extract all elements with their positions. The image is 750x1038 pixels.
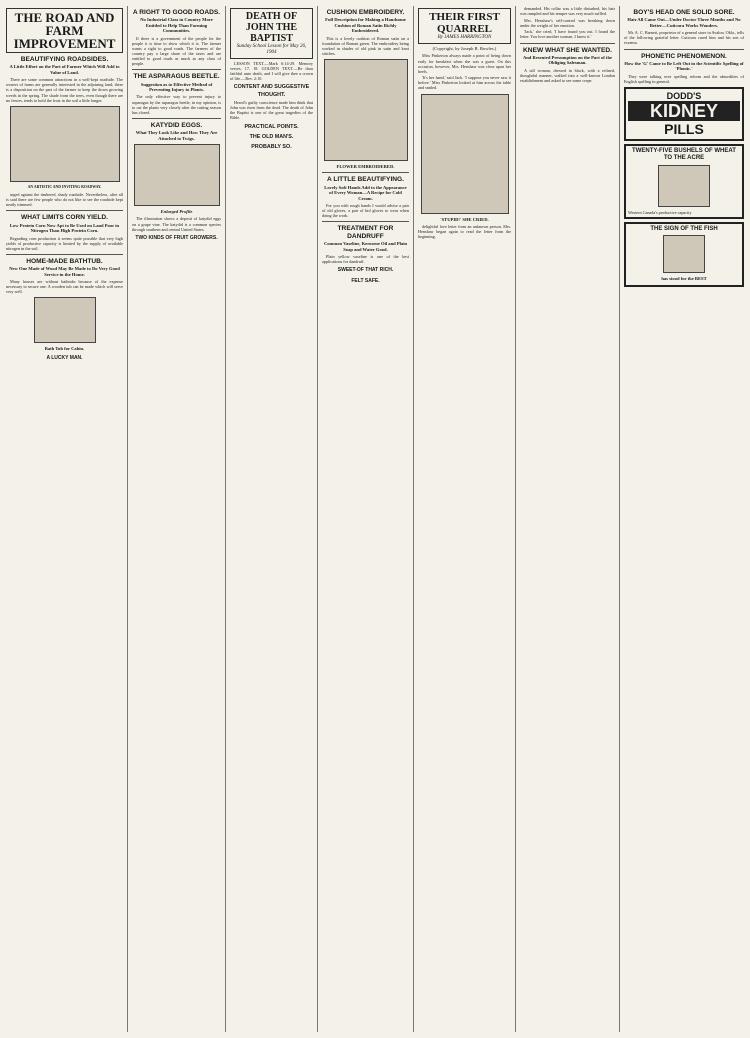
ad-line: DODD'S (666, 90, 702, 101)
deck-phonetic: How the 'G' Came to Be Left Out in the Scientific Spelling of 'Phonic.' (624, 60, 744, 72)
paragraph: LESSON TEXT.—Mark 6:14-29. Memory verses, 17, 18. GOLDEN TEXT.—Be thou faithful unto death, and I will give thee a crown of life.—Rev. 2:10. (230, 61, 313, 82)
ad-line: KIDNEY (628, 101, 740, 121)
headline-fruit-growers: TWO KINDS OF FRUIT GROWERS. (135, 234, 218, 241)
headline-cushion-embroidery: CUSHION EMBROIDERY. (326, 9, 405, 16)
divider (520, 43, 615, 44)
cushion-caption: FLOWER EMBROIDERED. (336, 164, 395, 169)
article-body (6, 77, 123, 102)
katydid-illustration (134, 144, 220, 206)
headline-felt-safe: FELT SAFE. (351, 277, 380, 284)
headline-beautifying: A LITTLE BEAUTIFYING. (326, 176, 405, 184)
ad-body: Western Canada's productive capacity (628, 209, 692, 215)
article-body (624, 30, 744, 45)
divider (132, 69, 221, 70)
deck-katydid: What They Look Like and How They Are Attached to Twigs. (135, 130, 218, 141)
lesson-subtitle: Sunday School Lesson for May 26, 1904 (236, 44, 307, 55)
paragraph: Miss Pinkerton always made a point of being down early for breakfast when she was a guest. On this occasion, however, Mrs. Henshaw was close upon her heels. (418, 53, 511, 74)
paragraph: There are some common attractions in a well-kept roadside. The owners of farms are generally interested in the adjoining land; there is a disposition on the part of the farmer to keep the down growing weeds in the spring. The shade from the trees, even though there are no fences, tends to hold the frost in the soil a little longer. (6, 77, 123, 103)
paragraph: Many houses are without bathtubs because of the expense necessary to secure one. A wooden tub can be made which will serve very well. (6, 279, 123, 295)
headline-beautifying-roadsides: BEAUTIFYING ROADSIDES. (20, 56, 109, 63)
article-body (6, 236, 123, 251)
paragraph: They were talking over spelling reform and the absurdities of English spelling in general. (624, 73, 744, 84)
dodds-kidney-pills-ad (624, 87, 744, 141)
headline-practical-points: PRACTICAL POINTS. (244, 123, 299, 130)
divider (6, 254, 123, 255)
roadway-illustration (10, 106, 120, 182)
wheat-illustration (658, 165, 710, 207)
deck-dandruff: Common Vaseline, Kerosene Oil and Plain Soap and Water Good. (323, 241, 408, 252)
article-body (520, 68, 615, 83)
headline-lucky-man: A LUCKY MAN. (46, 354, 83, 361)
story-body (418, 53, 511, 90)
paragraph: 'Jack,' she cried, 'I have found you out. I found the letter. You love another woman. I know it.' (520, 29, 615, 40)
article-body (230, 100, 313, 120)
headline-good-roads: A RIGHT TO GOOD ROADS. (132, 9, 221, 16)
deck-knew-what: And Resented Presumption on the Part of the Obliging Salesman. (522, 54, 613, 66)
paragraph: Mrs. Henshaw's self-control was breaking down under the weight of her emotion. (520, 17, 615, 28)
paragraph: urged against the timbered, shady roadside. Nevertheless, after all is said there are few people who do not like to see the roadside kept neatly trimmed. (6, 192, 123, 208)
cushion-illustration (324, 59, 408, 161)
roadway-caption: AN ARTISTIC AND INVITING ROADWAY. (27, 184, 102, 189)
headline-katydid: KATYDID EGGS. (150, 121, 203, 129)
paragraph: demanded. His collar was a little disturbed, his hair was rumpled and his temper was very much ruffled. (520, 6, 615, 17)
lesson-title: DEATH OF JOHN THE BAPTIST (245, 11, 298, 44)
article-body (322, 254, 409, 264)
headline-probably-so: PROBABLY SO. (251, 144, 292, 151)
article-body (132, 216, 221, 231)
bathtub-caption: Bath Tub for Cabin. (44, 346, 85, 352)
column-6 (516, 6, 620, 1032)
story-continued (520, 6, 615, 40)
article-body (6, 192, 123, 207)
story-illustration-caption: 'STUPID!' SHE CRIED. (440, 216, 489, 222)
divider (132, 118, 221, 119)
column-5 (414, 6, 516, 1032)
headline-boys-head: BOY'S HEAD ONE SOLID SORE. (633, 9, 735, 16)
article-body (6, 279, 123, 294)
wheat-acre-ad (624, 144, 744, 219)
column-7 (620, 6, 748, 1032)
paragraph: Regarding corn production it seems quite possible that very high yields of productive capacity is limited by the supply of available nitrogen in the soil. (6, 235, 123, 251)
deck-good-roads: No Industrial Class in Country More Entitled to Help Than Farming Communities. (140, 17, 213, 34)
story-byline: By JAMES HARRINGTON (437, 35, 492, 40)
deck-asparagus-beetle: Suggestion as to Effective Method of Preventing Injury to Plants. (140, 81, 213, 92)
deck-bathtub: New One Made of Wood May Be Made to Do Very Good Service in the Home. (9, 266, 120, 277)
headline-phonetic: PHONETIC PHENOMENON. (641, 52, 727, 60)
fish-sign-ad (624, 222, 744, 287)
headline-knew-what: KNEW WHAT SHE WANTED. (523, 46, 612, 54)
divider (322, 172, 409, 173)
katydid-caption: Enlarged Profile (160, 209, 193, 214)
divider (624, 49, 744, 50)
headline-corn-yield: WHAT LIMITS CORN YIELD. (21, 214, 108, 222)
headline-asparagus-beetle: THE ASPARAGUS BEETLE. (133, 73, 220, 81)
paragraph: 'It's her hand,' said Jack. 'I suppose you never saw it before.' Miss Pinkerton looked at him across the table and smiled. (418, 75, 511, 91)
bathtub-illustration (34, 297, 96, 343)
story-title-box (418, 8, 511, 44)
headline-suggestive-thought: CONTENT AND SUGGESTIVE THOUGHT. (233, 84, 310, 98)
story-illustration (421, 94, 509, 214)
deck-boys-head: Hair All Came Out—Under Doctor Three Months and No Better—Cuticura Works Wonders. (627, 17, 741, 28)
paragraph: This is a lovely cushion of Roman satin on a foundation of Roman green. The embroidery being worked in shades of old pink in satin and knot stitches. (322, 35, 409, 56)
paragraph: If there is a government of the people for the people it is time to show which it is. The farmer wants a right to good roads. The farmers of the country pay a large share of the taxes and are entitled to good roads as much as any class of people. (132, 35, 221, 67)
article-body (132, 94, 221, 114)
headline-bathtub: HOME-MADE BATHTUB. (26, 257, 103, 265)
divider (322, 221, 409, 222)
headline-dandruff: TREATMENT FOR DANDRUFF (337, 225, 394, 240)
column-1 (2, 6, 128, 1032)
ad-headline: TWENTY-FIVE BUSHELS OF WHEAT TO THE ACRE (632, 147, 736, 161)
road-farm-banner (6, 8, 123, 53)
deck-cushion-embroidery: Full Description for Making a Handsome Cushion of Roman Satin Richly Embroidered. (325, 17, 406, 34)
ad-line: PILLS (664, 120, 704, 137)
paragraph: For you with rough hands I would advise a pair of old gloves, a pair of kid gloves to wear when doing the work. (322, 203, 409, 219)
paragraph: The only effective way to prevent injury to asparagus by the asparagus beetle, in my opinion, is to cut the plants very closely after the cutting season has closed. (132, 94, 221, 115)
deck-corn-yield: Low Protein Corn Now Apt to Be Used on Land Poor in Nitrogen Than High Protein Corn. (9, 222, 120, 234)
paragraph: Plain yellow vaseline is one of the best applications for dandruff. (322, 253, 409, 265)
deck-beautifying-roadsides: A Little Effort on the Part of Farmer Which Will Add to Value of Land. (9, 64, 120, 75)
article-body (624, 74, 744, 84)
article-body (322, 203, 409, 218)
article-body (322, 36, 409, 56)
headline-sweet: SWEET-OF THAT RICH. (337, 267, 394, 274)
story-title: THEIR FIRST QUARREL (429, 11, 500, 35)
column-4 (318, 6, 414, 1032)
article-body (132, 36, 221, 67)
column-2 (128, 6, 226, 1032)
story-body (418, 224, 511, 239)
paragraph: The illustration shows a deposit of katydid eggs on a grape vine. The katydid is a common species through southern and central United States. (132, 216, 221, 232)
article-body (230, 61, 313, 81)
deck-beautifying: Lovely Soft Hands Add to the Appearance of Every Woman—A Recipe for Cold Cream. (324, 184, 407, 201)
copyright-line: (Copyright, by Joseph B. Bowles.) (432, 46, 497, 51)
fish-illustration (663, 235, 705, 273)
ad-tagline: has stood for the BEST (661, 276, 707, 281)
ad-headline: THE SIGN OF THE FISH (650, 226, 718, 232)
sunday-school-banner (230, 8, 313, 59)
banner-title: THE ROAD AND FARM IMPROVEMENT (13, 10, 116, 51)
paragraph: delightful love letter from an unknown person. Mrs. Henshaw began again to read the letter from the beginning. (418, 223, 511, 240)
paragraph: A tall woman, dressed in black, with a refined, thoughtful manner, walked into a well-known London establishment and asked to see some crepe. (520, 67, 615, 83)
column-3 (226, 6, 318, 1032)
paragraph: Mr. A. C. Barnett, proprietor of a general store in Avalon, Okla., tells of the following grateful letter. Cuticura cured him and his son of eczema. (624, 30, 744, 46)
divider (6, 210, 123, 211)
headline-old-mans: THE OLD MAN'S. (249, 133, 294, 140)
paragraph: Herod's guilty conscience made him think that John was risen from the dead. The death of John the Baptist is one of the great tragedies of the Bible. (230, 100, 313, 121)
